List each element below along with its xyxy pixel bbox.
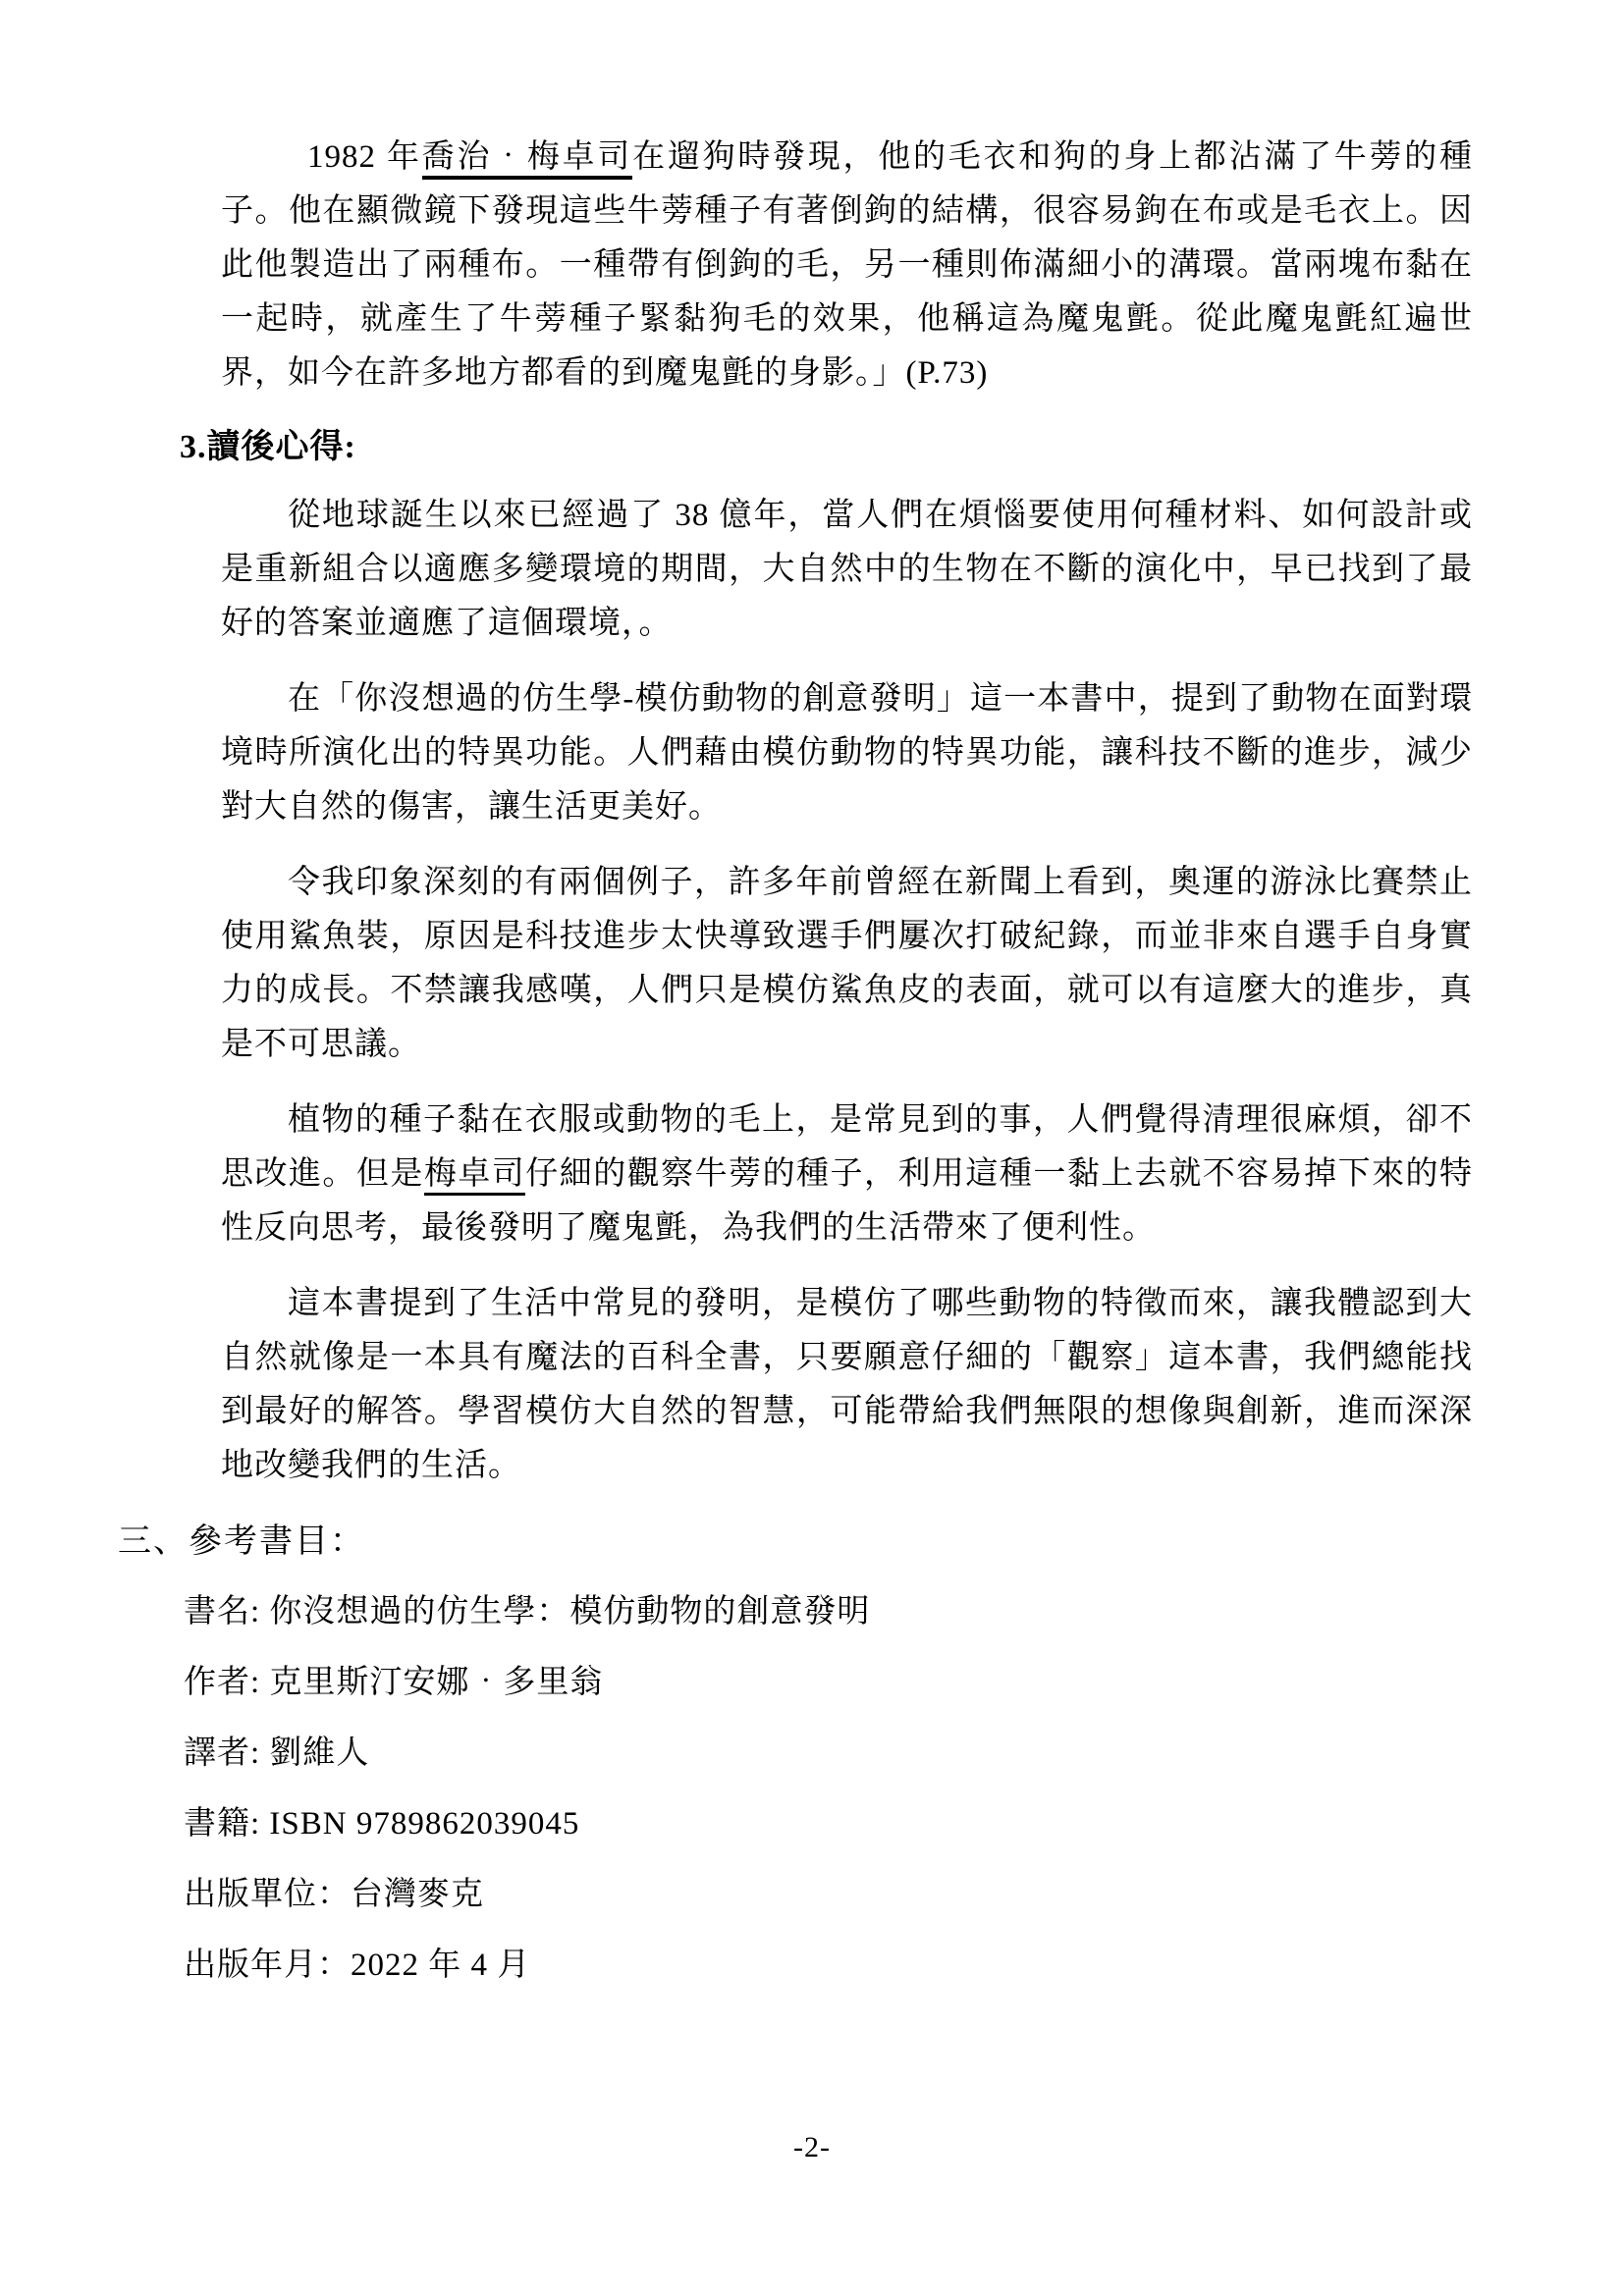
author-name-underlined: 喬治‧梅卓司 [422, 139, 632, 180]
paragraph4-post: 仔細的觀察牛蒡的種子，利用這種一黏上去就不容易掉下來的特性反向思考，最後發明了魔鬼氈，為我們的生活帶來了便利性。 [221, 1156, 1474, 1246]
reflection-paragraph-4 [221, 1094, 1473, 1255]
reference-item-translator: 譯者: 劉維人 [184, 1735, 370, 1771]
page-number: -2- [793, 2131, 831, 2163]
references-heading: 三、參考書目： [118, 1523, 365, 1560]
reflection-heading: 3.讀後心得: [180, 429, 356, 465]
reference-item-isbn: 書籍: ISBN 9789862039045 [184, 1806, 580, 1842]
reflection-paragraph-3: 令我印象深刻的有兩個例子，許多年前曾經在新聞上看到，奧運的游泳比賽禁止使用鯊魚裝，原因是科技進步太快導致選手們屢次打破紀錄，而並非來自選手自身實力的成長。不禁讓我感嘆，人們只是模仿鯊魚皮的表面，就可以有這麼大的進步，真是不可思議。 [221, 865, 1473, 1062]
reflection-paragraph-2: 在「你沒想過的仿生學-模仿動物的創意發明」這一本書中，提到了動物在面對環境時所演化出的特異功能。人們藉由模仿動物的特異功能，讓科技不斷的進步，減少對大自然的傷害，讓生活更美好。 [221, 681, 1473, 825]
quote-paragraph [221, 131, 1473, 400]
reference-item-publish-date: 出版年月：2022 年 4 月 [184, 1948, 531, 1983]
reference-item-author: 作者: 克里斯汀安娜‧多里翁 [184, 1665, 604, 1700]
reference-item-book-title: 書名: 你沒想過的仿生學：模仿動物的創意發明 [184, 1594, 871, 1629]
reference-item-publisher: 出版單位：台灣麥克 [184, 1877, 484, 1912]
reflection-paragraph-5: 這本書提到了生活中常見的發明，是模仿了哪些動物的特徵而來，讓我體認到大自然就像是一本具有魔法的百科全書，只要願意仔細的「觀察」這本書，我們總能找到最好的解答。學習模仿大自然的智慧，可能帶給我們無限的想像與創新，進而深深地改變我們的生活。 [221, 1286, 1473, 1483]
inventor-name-underlined: 梅卓司 [424, 1156, 525, 1196]
paragraph4-pre: 植物的種子黏在衣服或動物的毛上，是常見到的事，人們覺得清理很麻煩，卻不思改進。但是 [221, 1102, 1473, 1192]
reflection-paragraph-1: 從地球誕生以來已經過了 38 億年，當人們在煩惱要使用何種材料、如何設計或是重新組合以適應多變環境的期間，大自然中的生物在不斷的演化中，早已找到了最好的答案並適應了這個環境，。 [221, 498, 1473, 641]
quote-pre: 1982 年 [307, 139, 422, 175]
quote-post: 在遛狗時發現，他的毛衣和狗的身上都沾滿了牛蒡的種子。他在顯微鏡下發現這些牛蒡種子有著倒鉤的結構，很容易鉤在布或是毛衣上。因此他製造出了兩種布。一種帶有倒鉤的毛，另一種則佈滿細小的溝環。當兩塊布黏在一起時，就產生了牛蒡種子緊黏狗毛的效果，他稱這為魔鬼氈。從此魔鬼氈紅遍世界，如今在許多地方都看的到魔鬼氈的身影。」(P.73) [221, 139, 1474, 391]
